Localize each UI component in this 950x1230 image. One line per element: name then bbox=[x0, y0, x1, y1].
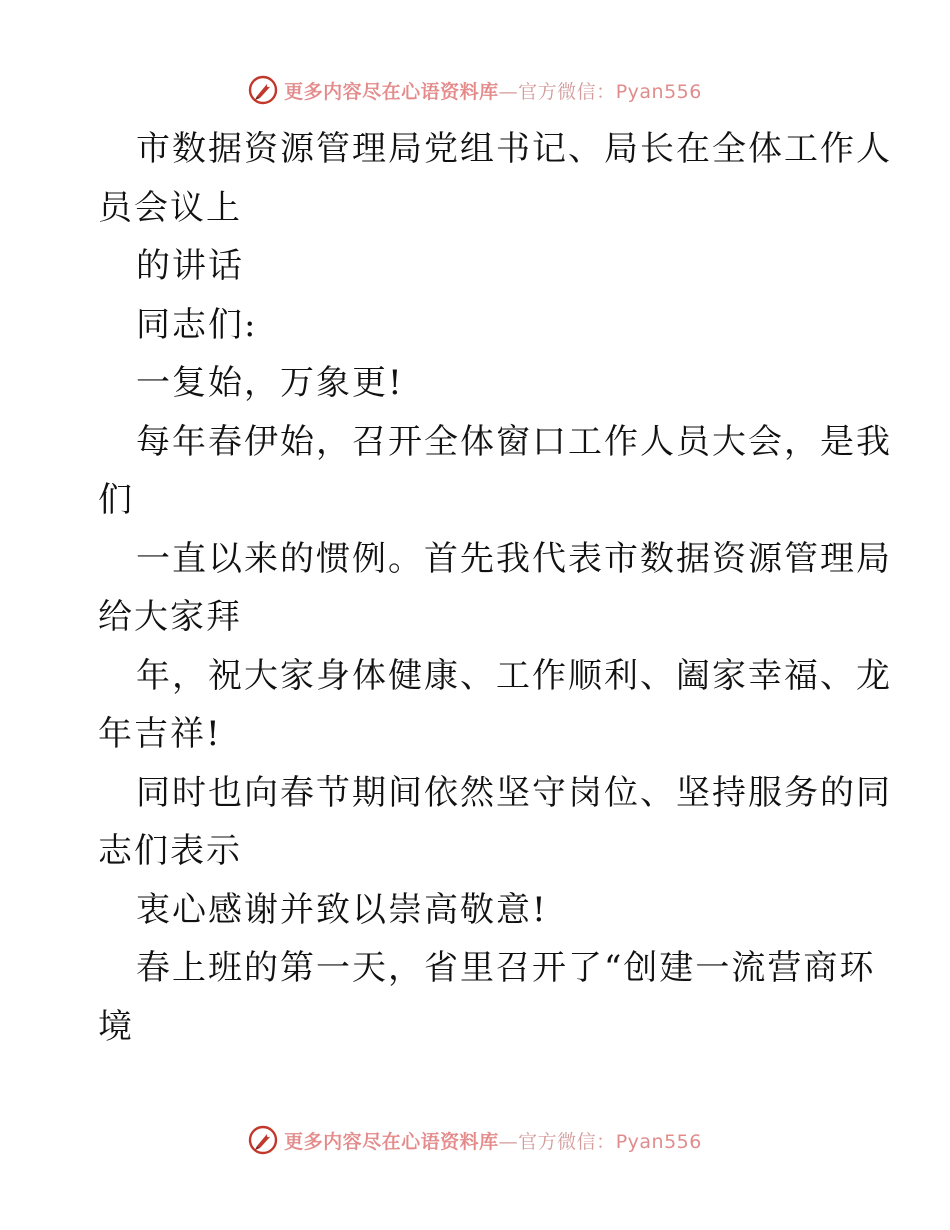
text-line: 的讲话 bbox=[136, 246, 244, 286]
text-line: 同时也向春节期间依然坚守岗位、坚持服务的同 bbox=[136, 772, 892, 813]
document-body bbox=[98, 120, 892, 1056]
text-line: 年，祝大家身体健康、工作顺利、阖家幸福、龙 bbox=[136, 655, 892, 696]
text-line: 境 bbox=[98, 1006, 134, 1047]
text-line: 一直以来的惯例。首先我代表市数据资源管理局 bbox=[136, 538, 892, 579]
text-line: 志们表示 bbox=[98, 831, 242, 871]
banner-text: 更多内容尽在心语资料库—官方微信：Pyan556 bbox=[284, 80, 702, 103]
text-line: 员会议上 bbox=[98, 187, 242, 228]
text-line: 年吉祥! bbox=[98, 714, 222, 754]
text-line: 们 bbox=[98, 480, 134, 520]
text-line: 市数据资源管理局党组书记、局长在全体工作人 bbox=[136, 129, 892, 169]
text-line: 给大家拜 bbox=[98, 597, 242, 637]
text-line: 一复始，万象更! bbox=[136, 363, 404, 403]
text-line: 每年春伊始，召开全体窗口工作人员大会，是我 bbox=[136, 421, 892, 462]
header-watermark-banner bbox=[0, 70, 950, 110]
pen-logo-icon bbox=[248, 75, 278, 105]
text-line: 春上班的第一天，省里召开了“创建一流营商环 bbox=[136, 948, 876, 988]
pen-logo-icon bbox=[248, 1125, 278, 1155]
footer-watermark-banner bbox=[0, 1120, 950, 1160]
banner-text: 更多内容尽在心语资料库—官方微信：Pyan556 bbox=[284, 1130, 702, 1153]
text-line: 同志们: bbox=[136, 304, 258, 345]
text-line: 衷心感谢并致以崇高敬意! bbox=[136, 889, 548, 930]
